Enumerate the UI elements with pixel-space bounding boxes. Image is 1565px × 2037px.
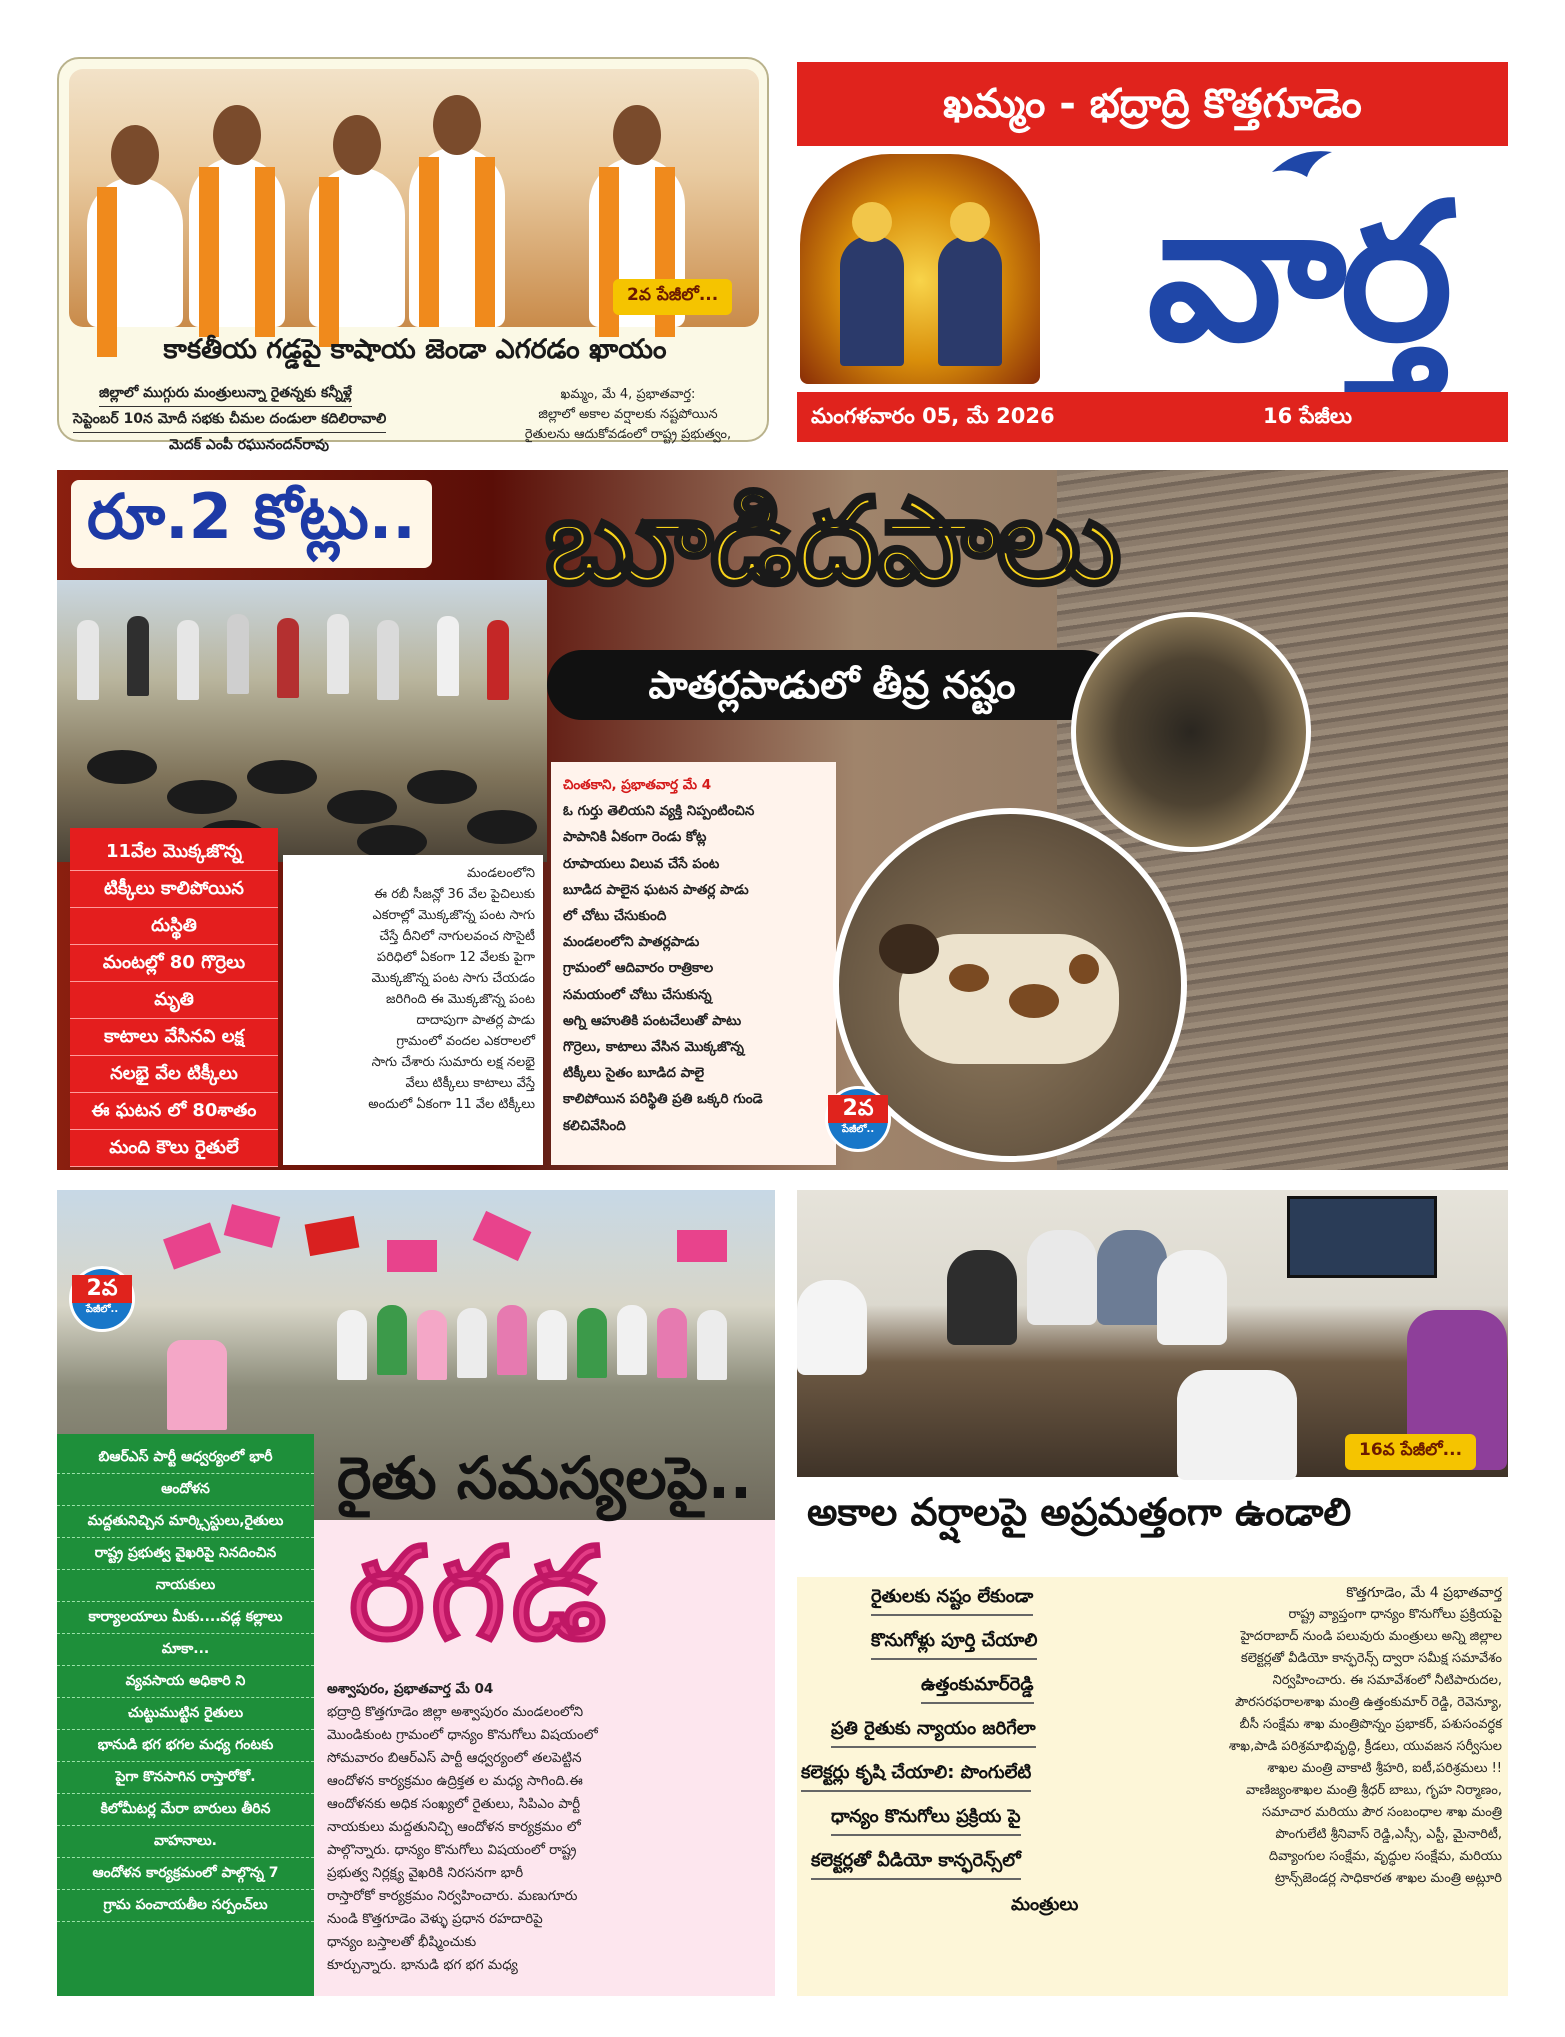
lead-dateline: చింతకాని, ప్రభాతవార్త మే 4 — [563, 777, 712, 793]
body-line: బూడిద పాలైన ఘటన పాతర్ల పాడు — [563, 881, 749, 898]
video-conference-photo — [797, 1190, 1508, 1477]
body-line: పౌరసరఫరాలశాఖ మంత్రి ఉత్తంకుమార్ రెడ్డి, రెవెన్యూ, — [1234, 1695, 1502, 1710]
body-line: ఆందోళన కార్యక్రమం ఉద్రిక్తత ల మధ్య సాగింది.ఈ — [327, 1773, 583, 1789]
body-line: లో చోటు చేసుకుంది — [563, 908, 667, 925]
body-line: శాఖ,పాడి పరిశ్రమాభివృద్ధి, క్రీడలు, యువజన సర్వీసుల — [1228, 1739, 1502, 1754]
meeting-dateline: కొత్తగూడెం, మే 4 ప్రభాతవార్త — [1346, 1585, 1502, 1601]
body-line: ఈ రబీ సీజన్లో 36 వేల పైచిలుకు — [374, 887, 535, 902]
highlight-line: మంటల్లో 80 గొర్రెలు — [70, 945, 278, 982]
body-line: ట్రాన్స్‌జెండర్ల సాధికారత శాఖల మంత్రి అట్లూరి — [1275, 1871, 1502, 1886]
dead-sheep-photo — [57, 580, 547, 862]
teaser-body-line: రైతులను ఆదుకోవడంలో రాష్ట్ర ప్రభుత్వం, — [524, 427, 732, 442]
body-line: రాష్ట్ర వ్యాప్తంగా ధాన్యం కొనుగోలు ప్రక్రియపై — [1288, 1607, 1502, 1622]
body-line: మొక్కజొన్న పంట సాగు చేయడం — [371, 971, 535, 986]
highlight-line: ఆందోళన కార్యక్రమంలో పాల్గొన్న 7 — [57, 1858, 314, 1890]
lead-column-1 — [283, 855, 543, 1165]
body-line: సోమవారం బిఆర్ఎస్ పార్టీ ఆధ్వర్యంలో తలపెట్టిన — [327, 1750, 582, 1766]
lead-column-2 — [551, 762, 836, 1165]
meeting-story[interactable] — [797, 1190, 1508, 1996]
highlight-line: ఆందోళన — [57, 1474, 314, 1506]
badge-number: 2వ — [828, 1095, 888, 1123]
deity-figure — [938, 236, 1002, 366]
body-line: ఓ గుర్తు తెలియని వ్యక్తి నిప్పంటించిన — [563, 803, 755, 820]
rally-photo — [69, 69, 759, 327]
highlight-line: నాయకులు — [57, 1570, 314, 1602]
highlight-line: నలభై వేల టిక్కీలు — [70, 1056, 278, 1093]
body-line: గ్రామంలో వందల ఎకరాలలో — [396, 1034, 535, 1049]
highlight-line: 11వేల మొక్కజొన్న — [70, 834, 278, 871]
body-line: భద్రాద్రి కొత్తగూడెం జిల్లా అశ్వాపురం మండలంలోని — [327, 1704, 584, 1720]
page-count: 16 పేజీలు — [1263, 404, 1352, 428]
highlight-line: మంది కౌలు రైతులే — [70, 1130, 278, 1167]
deity-figure — [840, 236, 904, 366]
farmer-dateline: అశ్వాపురం, ప్రభాతవార్త మే 04 — [327, 1681, 494, 1697]
body-line: రూపాయలు విలువ చేసే పంట — [563, 855, 720, 872]
masthead — [797, 62, 1508, 450]
meeting-headline[interactable]: అకాల వర్షాలపై అప్రమత్తంగా ఉండాలి — [807, 1490, 1352, 1534]
highlight-line: పైగా కొనసాగిన రాస్తారోకో. — [57, 1762, 314, 1794]
conference-screen — [1287, 1196, 1437, 1278]
teaser-subline: మెదక్ ఎంపీ రఘునందన్‌రావు — [169, 437, 330, 453]
farmer-title-main[interactable]: రగడ — [349, 1520, 613, 1669]
photo-person — [409, 147, 505, 327]
highlight-line: మాకా... — [57, 1634, 314, 1666]
highlight-line: మద్దతునిచ్చిన మార్క్సిస్టులు,రైతులు — [57, 1506, 314, 1538]
badge-text: పేజీలో.. — [85, 1304, 119, 1315]
body-line: జరిగింది ఈ మొక్కజొన్న పంట — [386, 992, 535, 1007]
highlight-line: కాటాలు వేసినవి లక్ష — [70, 1019, 278, 1056]
highlight-line: వ్యవసాయ అధికారి ని — [57, 1666, 314, 1698]
body-line: పాపానికి ఏకంగా రెండు కోట్ల — [563, 829, 707, 846]
body-line: నుండి కొత్తగూడెం వెళ్ళు ప్రధాన రహదారిపై — [327, 1911, 543, 1927]
highlight-line: రాష్ట్ర ప్రభుత్వ వైఖరిపై నినదించిన — [57, 1538, 314, 1570]
farmer-highlights — [57, 1434, 314, 1996]
meeting-point: ధాన్యం కొనుగోలు ప్రక్రియ పై — [831, 1806, 1021, 1836]
highlight-line: దుస్థితి — [70, 908, 278, 945]
photo-person — [309, 167, 405, 327]
lead-highlights — [70, 828, 278, 1166]
highlight-line: కార్యాలయాలు మీకు....వడ్ల కల్లాలు — [57, 1602, 314, 1634]
highlight-line: కిలోమీటర్ల మేరా బారులు తీరిన — [57, 1794, 314, 1826]
page2-badge[interactable] — [69, 1266, 135, 1332]
meeting-point: మంత్రులు — [1011, 1894, 1079, 1915]
body-line: బీసీ సంక్షేమ శాఖ మంత్రిపొన్నం ప్రభాకర్, పశుసంవర్ధక — [1239, 1717, 1502, 1732]
temple-deity-image — [800, 154, 1040, 384]
farmer-protest-story[interactable] — [57, 1190, 775, 1996]
body-line: గొర్రెలు, కాటాలు వేసిన మొక్కజొన్న — [563, 1039, 744, 1056]
body-line: టిక్కీలు సైతం బూడిద పాలై — [563, 1065, 705, 1082]
lead-story[interactable] — [57, 470, 1508, 1170]
body-line: సమాచార మరియు పౌర సంబంధాల శాఖ మంత్రి — [1262, 1805, 1502, 1820]
lead-title-amount[interactable]: రూ.2 కోట్లు.. — [71, 480, 432, 568]
newspaper-logo: వార్త — [1147, 160, 1447, 383]
body-line: నిర్వహించారు. ఈ సమావేశంలో నీటిపారుదల, — [1272, 1673, 1502, 1688]
meeting-point: కొనుగోళ్లు పూర్తి చేయాలి — [871, 1630, 1037, 1660]
meeting-point: కలెక్టర్లు కృషి చేయాలి: పొంగులేటి — [801, 1762, 1031, 1792]
lead-subtitle: పాతర్లపాడులో తీవ్ర నష్టం — [547, 650, 1117, 720]
date-bar — [797, 392, 1508, 442]
teaser-body — [493, 385, 763, 445]
farmer-body — [327, 1678, 767, 1977]
body-line: అందులో ఏకంగా 11 వేల టిక్కీలు — [368, 1097, 535, 1112]
meeting-point: కలెక్టర్లతో వీడియో కాన్ఫరెన్స్‌లో — [811, 1850, 1021, 1880]
body-line: పాల్గొన్నారు. ధాన్యం కొనుగోలు విషయంలో రాష్ట్ర — [327, 1842, 577, 1858]
body-line: పరిధిలో ఏకంగా 12 వేలకు పైగా — [376, 950, 535, 965]
body-line: కలెక్టర్లతో వీడియో కాన్ఫరెన్స్ ద్వారా సమీక్ష సమావేశం — [1240, 1651, 1502, 1666]
teaser-subline: జిల్లాలో ముగ్గురు మంత్రులున్నా రైతన్నకు కన్నీళ్లే — [99, 385, 352, 407]
highlight-line: చుట్టుముట్టిన రైతులు — [57, 1698, 314, 1730]
meeting-point: ప్రతి రైతుకు న్యాయం జరిగేలా — [831, 1718, 1036, 1748]
body-line: సమయంలో చోటు చేసుకున్న — [563, 986, 712, 1003]
body-line: కూర్చున్నారు. భానుడి భగ భగ మధ్య — [327, 1957, 518, 1973]
meeting-body — [1152, 1582, 1502, 1890]
highlight-line: ఈ ఘటన లో 80శాతం — [70, 1093, 278, 1130]
teaser-body-line: ఖమ్మం, మే 4, ప్రభాతవార్త: — [560, 387, 696, 402]
body-line: అగ్ని ఆహుతికి పంటచేలుతో పాటు — [563, 1012, 742, 1029]
photo-person — [189, 157, 285, 327]
body-line: దివ్యాంగుల సంక్షేమ, వృద్ధుల సంక్షేమ, మరియు — [1268, 1849, 1502, 1864]
highlight-line: మృతి — [70, 982, 278, 1019]
burnt-crop-inset — [1071, 612, 1311, 852]
lead-title-main[interactable]: బూడిదపాలు — [545, 472, 1120, 610]
page2-badge[interactable] — [825, 1086, 891, 1152]
highlight-line: బిఆర్ఎస్ పార్టీ ఆధ్వర్యంలో భారీ — [57, 1442, 314, 1474]
body-line: చేస్తే దీనిలో నాగులవంచ సొసైటీ — [379, 929, 535, 944]
body-line: గ్రామంలో ఆదివారం రాత్రికాల — [563, 960, 714, 977]
highlight-line: భానుడి భగ భగల మధ్య గంటకు — [57, 1730, 314, 1762]
edition-region: ఖమ్మం - భద్రాద్రి కొత్తగూడెం — [797, 62, 1508, 146]
body-line: కాలిపోయిన పరిస్థితి ప్రతి ఒక్కరి గుండె — [563, 1091, 763, 1108]
body-line: పొంగులేటి శ్రీనివాస్ రెడ్డి,ఎస్సీ, ఎస్టీ, మైనారిటీ, — [1275, 1827, 1502, 1842]
highlight-line: టిక్కీలు కాలిపోయిన — [70, 871, 278, 908]
teaser-box[interactable] — [57, 57, 769, 453]
highlight-line: గ్రామ పంచాయతీల సర్పంచ్‌లు — [57, 1890, 314, 1922]
body-line: నాయకులు మద్దతునిచ్చి ఆందోళన కార్యక్రమం లో — [327, 1819, 581, 1835]
teaser-subline: సెప్టెంబర్ 10న మోదీ సభకు చీమల దండులా కదిలిరావాలి — [73, 411, 386, 433]
body-line: ఎకరాల్లో మొక్కజొన్న పంట సాగు — [372, 908, 535, 923]
body-line: ధాన్యం బస్తాలతో భీష్మించుకు — [327, 1934, 477, 1950]
body-line: ప్రభుత్వ నిర్లక్ష్య వైఖరికి నిరసనగా భారీ — [327, 1865, 524, 1881]
body-line: మండలంలోని పాతర్లపాడు — [563, 934, 700, 951]
badge-number: 2వ — [72, 1275, 132, 1303]
highlight-line: వాహనాలు. — [57, 1826, 314, 1858]
body-line: దాదాపుగా పాతర్ల పాడు — [416, 1013, 535, 1028]
body-line: మొండికుంట గ్రామంలో ధాన్యం కొనుగోలు విషయంలో — [327, 1727, 598, 1743]
teaser-headline[interactable]: కాకతీయ గడ్డపై కాషాయ జెండా ఎగరడం ఖాయం — [163, 334, 667, 365]
badge-text: పేజీలో.. — [841, 1124, 875, 1135]
body-line: రాస్తారోకో కార్యక్రమం నిర్వహించారు. మణుగూరు — [327, 1888, 578, 1904]
page16-tag[interactable]: 16వ పేజీలో... — [1345, 1434, 1476, 1470]
body-line: వేలు టిక్కీలు కాటాలు వేస్తే — [405, 1076, 535, 1091]
page2-tag[interactable]: 2వ పేజీలో... — [613, 279, 732, 315]
body-line: హైదరాబాద్ నుండి పలువురు మంత్రులు అన్ని జిల్లాల — [1240, 1629, 1502, 1644]
body-line: ఆందోళనకు అధిక సంఖ్యలో రైతులు, సిపిఎం పార్టీ — [327, 1796, 581, 1812]
body-line: సాగు చేశారు సుమారు లక్ష నలభై — [371, 1055, 535, 1070]
body-line: మండలంలోని — [467, 866, 535, 881]
body-line: శాఖల మంత్రి వాకాటి శ్రీహరి, ఐటీ,పరిశ్రమలు !! — [1267, 1761, 1502, 1776]
teaser-body-line: జిల్లాలో అకాల వర్షాలకు నష్టపోయిన — [538, 407, 718, 422]
photo-person — [87, 177, 183, 327]
body-line: వాణిజ్యంశాఖల మంత్రి శ్రీధర్ బాబు, గృహ నిర్మాణం, — [1245, 1783, 1502, 1798]
meeting-point: ఉత్తంకుమార్‌రెడ్డి — [921, 1674, 1034, 1704]
issue-date: మంగళవారం 05, మే 2026 — [811, 404, 1055, 428]
body-line: కలిచివేసింది — [563, 1117, 626, 1134]
meeting-point: రైతులకు నష్టం లేకుండా — [871, 1586, 1033, 1616]
farmer-title[interactable]: రైతు సమస్యలపై.. — [337, 1444, 752, 1512]
